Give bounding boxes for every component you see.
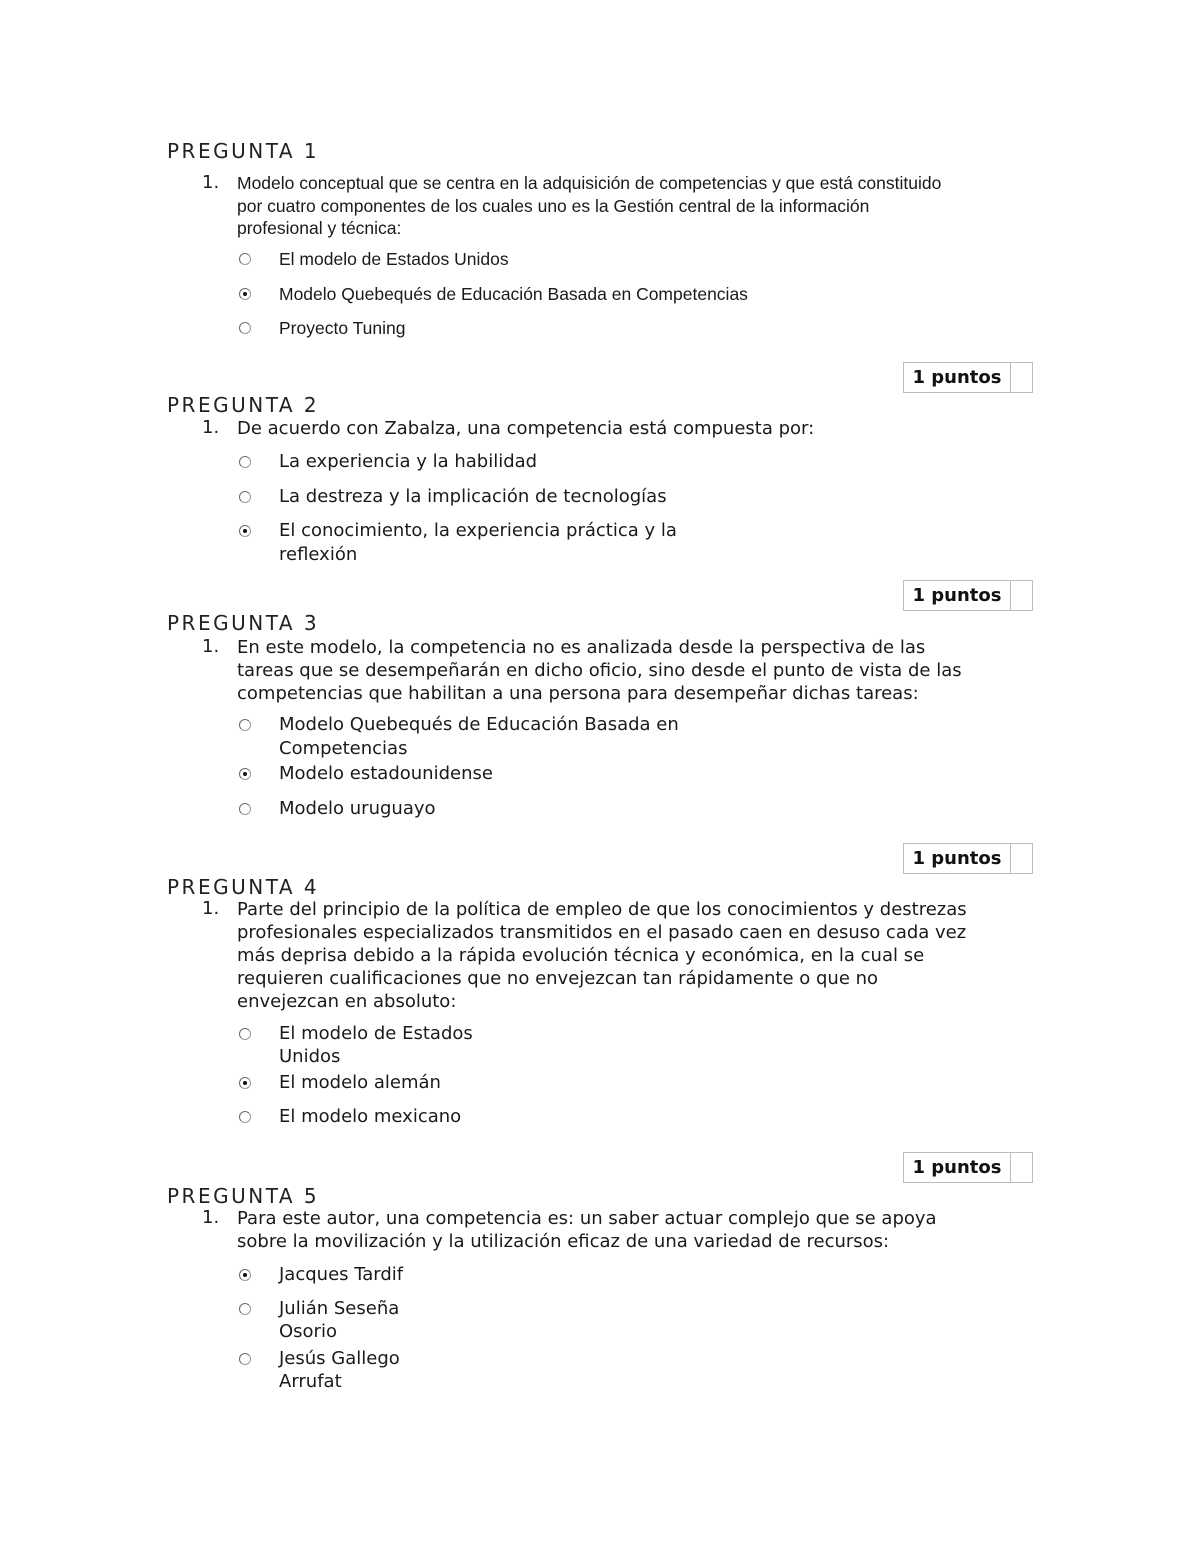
question-title: PREGUNTA 5 <box>167 1184 320 1208</box>
option-label-continued: reflexión <box>279 544 358 565</box>
radio-button-selected[interactable] <box>239 1269 251 1281</box>
question-title: PREGUNTA 3 <box>167 611 320 635</box>
score-input-cell <box>1011 844 1032 873</box>
radio-button[interactable] <box>239 719 251 731</box>
radio-button-selected[interactable] <box>239 768 251 780</box>
radio-button[interactable] <box>239 803 251 815</box>
question-title: PREGUNTA 4 <box>167 875 320 899</box>
score-label: 1 puntos <box>904 1153 1011 1182</box>
radio-button[interactable] <box>239 1111 251 1123</box>
question-number: 1. <box>202 898 220 919</box>
option-label: El modelo de Estados Unidos <box>279 249 509 269</box>
score-label: 1 puntos <box>904 363 1011 392</box>
option-label: Julián Seseña <box>279 1298 400 1319</box>
question-text: Para este autor, una competencia es: un saber actuar complejo que se apoya sobre la movilización y la utilización eficaz de una variedad de recursos: <box>237 1208 937 1252</box>
radio-button[interactable] <box>239 1303 251 1315</box>
option-label-continued: Unidos <box>279 1046 341 1067</box>
question-number: 1. <box>202 417 220 438</box>
score-input-cell <box>1011 1153 1032 1182</box>
score-input-cell <box>1011 363 1032 392</box>
option-label: La destreza y la implicación de tecnologías <box>279 486 667 507</box>
question-number: 1. <box>202 636 220 657</box>
radio-button-selected[interactable] <box>239 288 251 300</box>
radio-button[interactable] <box>239 1353 251 1365</box>
option-label: La experiencia y la habilidad <box>279 451 538 472</box>
option-label: Modelo Quebequés de Educación Basada en Competencias <box>279 284 748 304</box>
score-box <box>903 362 1033 393</box>
radio-button[interactable] <box>239 491 251 503</box>
question-title: PREGUNTA 1 <box>167 139 320 163</box>
option-label-continued: Osorio <box>279 1321 337 1342</box>
question-title: PREGUNTA 2 <box>167 393 320 417</box>
radio-button[interactable] <box>239 456 251 468</box>
score-box <box>903 1152 1033 1183</box>
score-box <box>903 843 1033 874</box>
option-label: El modelo de Estados <box>279 1023 473 1044</box>
option-label: Jacques Tardif <box>279 1264 404 1285</box>
option-label: El conocimiento, la experiencia práctica y la <box>279 520 677 541</box>
score-label: 1 puntos <box>904 844 1011 873</box>
question-text: Parte del principio de la política de empleo de que los conocimientos y destrezas profesionales especializados transmitidos en el pasado caen en desuso cada vez más deprisa debido a la rápida evolución técnica y económica, en la cual se requieren cualificaciones que no envejezcan tan rápidamente o que no envejezcan en absoluto: <box>237 899 967 1012</box>
radio-button-selected[interactable] <box>239 525 251 537</box>
radio-button[interactable] <box>239 322 251 334</box>
option-label: Modelo Quebequés de Educación Basada en <box>279 714 679 735</box>
option-label: Proyecto Tuning <box>279 318 406 338</box>
option-label: El modelo alemán <box>279 1072 441 1093</box>
score-box <box>903 580 1033 611</box>
option-label-continued: Arrufat <box>279 1371 342 1392</box>
radio-button[interactable] <box>239 253 251 265</box>
radio-button-selected[interactable] <box>239 1077 251 1089</box>
option-label: Jesús Gallego <box>279 1348 400 1369</box>
option-label-continued: Competencias <box>279 738 408 759</box>
option-label: El modelo mexicano <box>279 1106 462 1127</box>
question-text: En este modelo, la competencia no es analizada desde la perspectiva de las tareas que se desempeñarán en dicho oficio, sino desde el punto de vista de las competencias que habilitan a una persona para desempeñar dichas tareas: <box>237 637 962 704</box>
option-label: Modelo uruguayo <box>279 798 436 819</box>
radio-button[interactable] <box>239 1028 251 1040</box>
question-text: Modelo conceptual que se centra en la adquisición de competencias y que está constituido por cuatro componentes de los cuales uno es la Gestión central de la información profesional y técnica: <box>237 173 942 238</box>
question-number: 1. <box>202 172 220 193</box>
score-label: 1 puntos <box>904 581 1011 610</box>
score-input-cell <box>1011 581 1032 610</box>
question-text: De acuerdo con Zabalza, una competencia está compuesta por: <box>237 418 815 439</box>
question-number: 1. <box>202 1207 220 1228</box>
option-label: Modelo estadounidense <box>279 763 493 784</box>
